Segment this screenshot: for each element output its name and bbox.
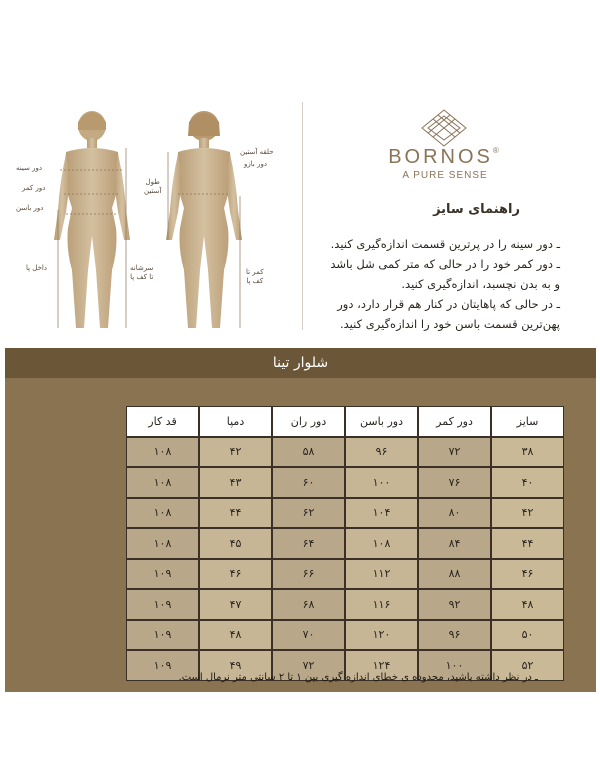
- table-cell: ۶۰: [272, 467, 345, 498]
- table-cell: ۱۰۴: [345, 498, 418, 529]
- back-figure: [166, 111, 242, 328]
- table-cell: ۸۰: [418, 498, 491, 529]
- table-row: [126, 467, 564, 498]
- table-cell: ۶۸: [272, 589, 345, 620]
- table-cell: ۴۸: [491, 589, 564, 620]
- brand-name: BORNOS®: [388, 146, 502, 168]
- table-row: [126, 498, 564, 529]
- table-cell: ۱۰۹: [126, 650, 199, 681]
- table-cell: ۹۶: [345, 437, 418, 468]
- table-cell: ۱۲۰: [345, 620, 418, 651]
- label-shoulder-to-sole: سرشانه تا کف پا: [130, 264, 154, 281]
- table-cell: ۶۶: [272, 559, 345, 590]
- table-cell: ۷۲: [272, 650, 345, 681]
- table-cell: ۳۸: [491, 437, 564, 468]
- table-cell: ۱۱۲: [345, 559, 418, 590]
- guide-line: پهن‌ترین قسمت باسن خود را اندازه‌گیری کنید.: [339, 317, 560, 331]
- product-title: شلوار تینا: [272, 355, 329, 371]
- body-figures-illustration: [8, 100, 300, 340]
- label-waist-to-sole: کمر تا کف پا: [246, 268, 264, 285]
- table-cell: ۱۰۸: [126, 467, 199, 498]
- label-hip: دور باسن: [16, 204, 44, 212]
- table-cell: ۵۰: [491, 620, 564, 651]
- size-table: [126, 406, 564, 681]
- table-cell: ۴۰: [491, 467, 564, 498]
- table-cell: ۹۲: [418, 589, 491, 620]
- table-cell: ۸۴: [418, 528, 491, 559]
- label-arm: دور بازو: [244, 160, 267, 168]
- table-cell: ۱۰۸: [345, 528, 418, 559]
- label-sleeve-length: طول آستین: [144, 178, 162, 195]
- table-cell: ۷۶: [418, 467, 491, 498]
- guide-line: و به بدن نچسبد، اندازه‌گیری کنید.: [401, 277, 560, 291]
- guide-line: ـ در حالی که پاهایتان در کنار هم قرار دارد، دور: [337, 297, 560, 311]
- table-cell: ۴۲: [491, 498, 564, 529]
- table-row: [126, 437, 564, 468]
- table-cell: ۷۰: [272, 620, 345, 651]
- diamond-logo-icon: [418, 108, 470, 148]
- table-cell: ۱۰۰: [418, 650, 491, 681]
- label-chest: دور سینه: [16, 164, 42, 172]
- label-waist: دور کمر: [22, 184, 46, 192]
- header-thigh: دور ران: [272, 406, 345, 437]
- label-inseam: داخل پا: [26, 264, 47, 272]
- header-size: سایز: [491, 406, 564, 437]
- table-row: [126, 620, 564, 651]
- header-hip: دور باسن: [345, 406, 418, 437]
- header-length: قد کار: [126, 406, 199, 437]
- table-cell: ۱۰۸: [126, 498, 199, 529]
- table-cell: ۱۰۹: [126, 589, 199, 620]
- table-cell: ۴۸: [199, 620, 272, 651]
- size-guide-title: راهنمای سایز: [433, 202, 520, 217]
- table-cell: ۱۰۰: [345, 467, 418, 498]
- table-cell: ۸۸: [418, 559, 491, 590]
- table-cell: ۴۶: [199, 559, 272, 590]
- size-guide-instructions: [290, 234, 560, 334]
- table-cell: ۹۶: [418, 620, 491, 651]
- product-title-bar: [5, 348, 596, 378]
- table-cell: ۱۰۹: [126, 620, 199, 651]
- header-waist: دور کمر: [418, 406, 491, 437]
- header-hem: دمپا: [199, 406, 272, 437]
- table-cell: ۴۹: [199, 650, 272, 681]
- table-row: [126, 589, 564, 620]
- table-cell: ۴۷: [199, 589, 272, 620]
- table-cell: ۴۵: [199, 528, 272, 559]
- table-cell: ۵۸: [272, 437, 345, 468]
- table-cell: ۴۲: [199, 437, 272, 468]
- label-sleeve-ring: حلقه آستین: [240, 148, 274, 156]
- table-cell: ۴۶: [491, 559, 564, 590]
- guide-line: ـ دور سینه را در پرترین قسمت اندازه‌گیری کنید.: [330, 237, 560, 251]
- table-cell: ۱۰۹: [126, 559, 199, 590]
- front-figure: [54, 111, 130, 328]
- table-cell: ۶۲: [272, 498, 345, 529]
- body-figures: [8, 100, 300, 340]
- table-cell: ۱۱۶: [345, 589, 418, 620]
- brand-tagline: A PURE SENSE: [402, 170, 488, 181]
- table-row: [126, 559, 564, 590]
- table-header-row: [126, 406, 564, 437]
- table-cell: ۵۲: [491, 650, 564, 681]
- table-cell: ۱۰۸: [126, 437, 199, 468]
- table-cell: ۷۲: [418, 437, 491, 468]
- guide-line: ـ دور کمر خود را در حالی که متر کمی شل باشد: [330, 257, 560, 271]
- footnote: ـ در نظر داشته باشید، محدوده ی خطای اندازه گیری بین ۱ تا ۲ سانتی متر نرمال است.: [178, 672, 538, 683]
- table-cell: ۶۴: [272, 528, 345, 559]
- table-cell: ۴۳: [199, 467, 272, 498]
- table-cell: ۴۴: [199, 498, 272, 529]
- table-cell: ۴۴: [491, 528, 564, 559]
- table-row: [126, 528, 564, 559]
- table-cell: ۱۲۴: [345, 650, 418, 681]
- table-cell: ۱۰۸: [126, 528, 199, 559]
